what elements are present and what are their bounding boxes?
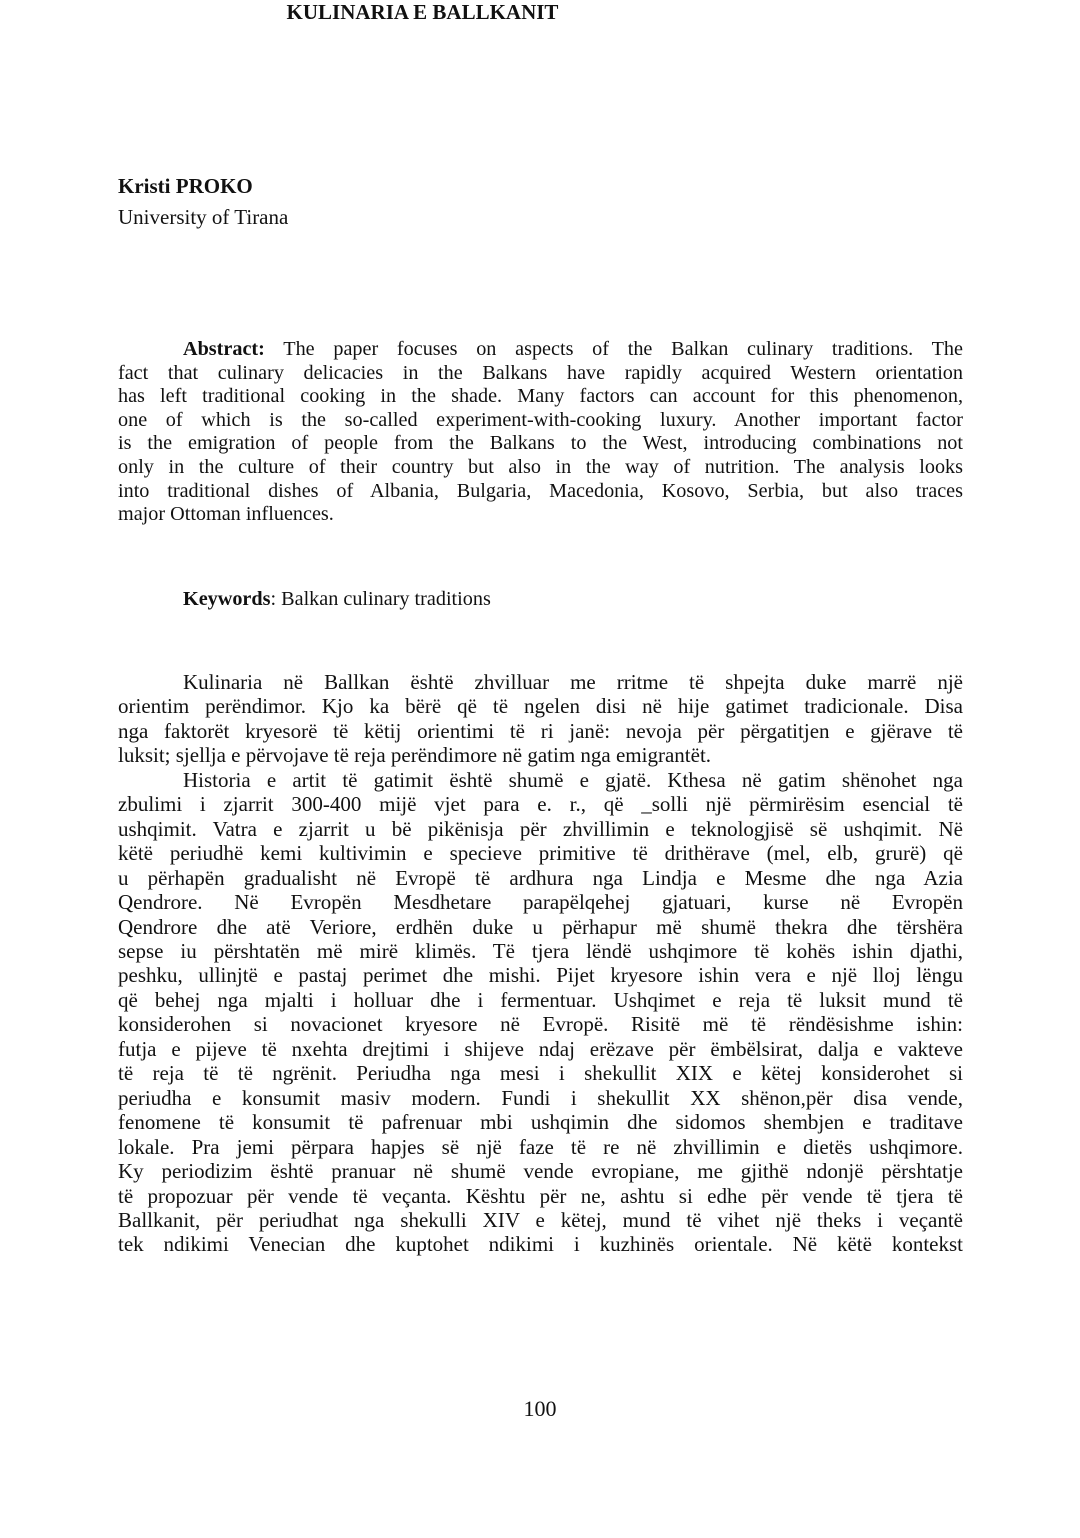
abstract-line-text: only in the culture of their country but also in the way of nutrition. The analysis looks [118, 455, 963, 478]
body-line: luksit; sjellja e përvojave të reja perëndimore në gatim nga emigrantët. [118, 743, 712, 768]
abstract-line [118, 456, 963, 480]
abstract-line-text: has left traditional cooking in the shade. Many factors can account for this phenomenon, [118, 385, 963, 408]
abstract-line [118, 409, 963, 433]
body-line: që behej nga mjalti i holluar dhe i fermentuar. Ushqimet e reja të luksit mund të [118, 987, 963, 1012]
abstract-line-text: major Ottoman influences. [118, 503, 334, 526]
abstract-line [118, 503, 963, 527]
body-line: tek ndikimi Venecian dhe kuptohet ndikimi i kuzhinës orientale. Në këtë kontekst [118, 1232, 963, 1257]
abstract-line-text: one of which is the so-called experiment-with-cooking luxury. Another important factor [118, 408, 963, 431]
body-line: Ky periodizim është pranuar në shumë vende evropiane, me gjithë ndonjë përshtatje [118, 1159, 963, 1184]
body-line: periudha e konsumit masiv modern. Fundi i shekullit XX shënon,për disa vende, [118, 1085, 963, 1110]
body-line: futja e pijeve të nxehta drejtimi i shijeve ndaj erëzave për ëmbëlsirat, dalja e vakteve [118, 1036, 963, 1061]
body-line: sepse iu përshtatën më mirë klimës. Të tjera lëndë ushqimore të kohës ishin djathi, [118, 938, 963, 963]
body-line: lokale. Pra jemi përpara hapjes së një faze të re në zhvillimin e dietës ushqimore. [118, 1134, 963, 1159]
body-line: nga faktorët kryesorë të këtij orientimi të ri janë: nevoja për përgatitjen e gjërave të [118, 718, 963, 743]
abstract-line-text: into traditional dishes of Albania, Bulgaria, Macedonia, Kosovo, Serbia, but also traces [118, 479, 963, 502]
body-line: të propozuar për vende të veçanta. Kështu për ne, ashtu si edhe për vende të tjera të [118, 1183, 963, 1208]
abstract-line [118, 362, 963, 386]
body-line: ushqimit. Vatra e zjarrit u bë pikënisja për zhvillimin e teknologjisë së ushqimit. Në [118, 816, 963, 841]
body-line: Ballkanit, për periudhat nga shekulli XIV e këtej, mund të vihet një theks i veçantë [118, 1207, 963, 1232]
abstract-line [118, 480, 963, 504]
abstract-label: Abstract: [183, 338, 265, 360]
abstract-line [118, 432, 963, 456]
body-line: këtë periudhë kemi kultivimin e specieve primitive të drithërave (mel, elb, grurë) që [118, 841, 963, 866]
abstract [118, 338, 963, 527]
body-line: fenomene të konsumit të pafrenuar mbi ushqimin dhe sidomos shembjen e traditave [118, 1110, 963, 1135]
body-line: orientim perëndimor. Kjo ka bërë që të ngelen disi në hije gatimet tradicionale. Disa [118, 694, 963, 719]
abstract-line-text: is the emigration of people from the Balkans to the West, introducing combinations not [118, 432, 963, 455]
body-line: Historia e artit të gatimit është shumë e gjatë. Kthesa në gatim shënohet nga [183, 767, 963, 792]
keywords [118, 588, 1028, 611]
page-number: 100 [523, 1396, 557, 1421]
author-affiliation: University of Tirana [118, 205, 289, 229]
keywords-value: : Balkan culinary traditions [270, 588, 491, 610]
abstract-line [118, 338, 963, 362]
paper-title: KULINARIA E BALLKANIT [286, 0, 559, 24]
keywords-label: Keywords [183, 588, 271, 610]
author-name: Kristi PROKO [118, 174, 253, 198]
abstract-line-text: fact that culinary delicacies in the Balkans have rapidly acquired Western orientation [118, 361, 963, 384]
abstract-line-text: The paper focuses on aspects of the Balkan culinary traditions. The [264, 338, 963, 360]
body-line: zbulimi i zjarrit 300-400 mijë vjet para e. r., që _solli një përmirësim esencial të [118, 792, 963, 817]
body-line: Kulinaria në Ballkan është zhvilluar me rritme të shpejta duke marrë një [183, 670, 963, 694]
body-line: Qendrore. Në Evropën Mesdhetare parapëlqehej gjatuari, kurse në Evropën [118, 890, 963, 915]
abstract-line [118, 385, 963, 409]
body-line: u përhapën gradualisht në Evropë të ardhura nga Lindja e Mesme dhe nga Azia [118, 865, 963, 890]
body-line: Qendrore dhe atë Veriore, erdhën duke u përhapur më shumë thekra dhe tërshëra [118, 914, 963, 939]
body-line: konsiderohen si novacionet kryesore në Evropë. Risitë më të rëndësishme ishin: [118, 1012, 963, 1037]
body-text [118, 670, 963, 1257]
body-line: të reja të të ngrënit. Periudha nga mesi i shekullit XIX e këtej konsiderohet si [118, 1061, 963, 1086]
body-line: peshku, ullinjtë e pastaj perimet dhe mishi. Pijet kryesore ishin vera e një lloj lëngu [118, 963, 963, 988]
